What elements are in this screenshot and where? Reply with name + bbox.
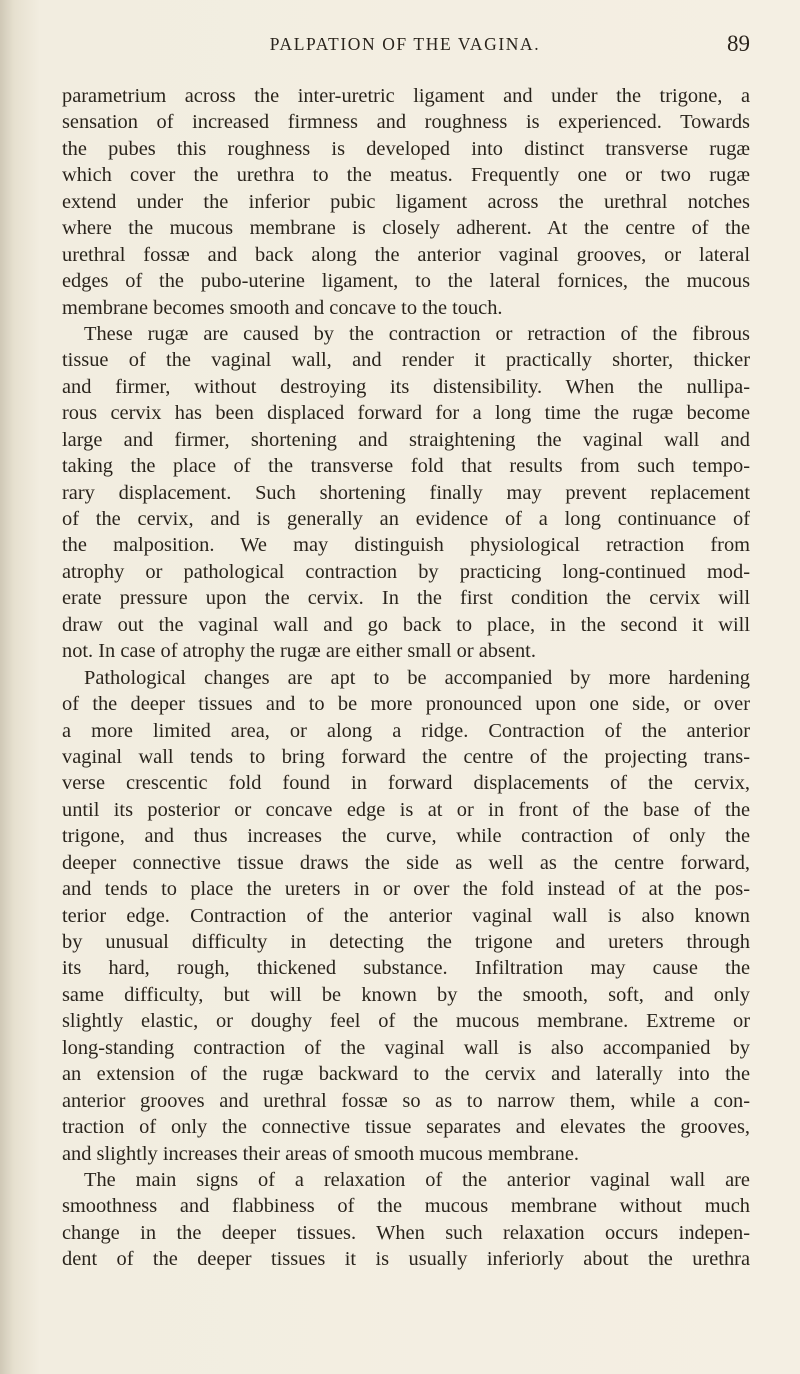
text-line: edges of the pubo-uterine ligament, to the lateral fornices, the mucous <box>62 270 750 293</box>
text-line: terior edge. Contraction of the anterior vaginal wall is also known <box>62 904 750 927</box>
body-text <box>62 83 750 1273</box>
text-line: the malposition. We may distinguish physiological retraction from <box>62 534 750 557</box>
text-line: and slightly increases their areas of smooth mucous membrane. <box>62 1142 579 1165</box>
text-line: rous cervix has been displaced forward for a long time the rugæ become <box>62 402 750 425</box>
running-head: PALPATION OF THE VAGINA. <box>269 34 541 54</box>
text-line: the pubes this roughness is developed into distinct transverse rugæ <box>62 137 750 160</box>
text-line: and firmer, without destroying its distensibility. When the nullipa- <box>62 375 750 398</box>
text-line: parametrium across the inter-uretric ligament and under the trigone, a <box>62 85 750 107</box>
text-line: traction of only the connective tissue separates and elevates the grooves, <box>62 1116 750 1139</box>
text-line: an extension of the rugæ backward to the cervix and laterally into the <box>62 1063 750 1086</box>
text-line: same difficulty, but will be known by the smooth, soft, and only <box>62 983 750 1006</box>
text-line: atrophy or pathological contraction by practicing long-continued mod- <box>62 560 750 583</box>
text-line: long-standing contraction of the vaginal wall is also accompanied by <box>62 1036 750 1059</box>
text-line: vaginal wall tends to bring forward the centre of the projecting trans- <box>62 745 750 768</box>
text-line: These rugæ are caused by the contraction or retraction of the fibrous <box>84 322 750 345</box>
text-line: taking the place of the transverse fold that results from such tempo- <box>62 455 750 478</box>
text-line: where the mucous membrane is closely adherent. At the centre of the <box>62 217 750 240</box>
text-line: large and firmer, shortening and straightening the vaginal wall and <box>62 428 750 451</box>
text-line: which cover the urethra to the meatus. Frequently one or two rugæ <box>62 164 750 187</box>
text-line: erate pressure upon the cervix. In the first condition the cervix will <box>62 587 750 610</box>
text-line: smoothness and flabbiness of the mucous membrane without much <box>62 1195 750 1218</box>
text-line: its hard, rough, thickened substance. Infiltration may cause the <box>62 957 750 980</box>
text-line: sensation of increased firmness and roughness is experienced. Towards <box>62 111 750 134</box>
page-header <box>60 31 750 60</box>
text-line: rary displacement. Such shortening finally may prevent replacement <box>62 481 750 504</box>
text-line: until its posterior or concave edge is at or in front of the base of the <box>62 798 750 821</box>
text-line: extend under the inferior pubic ligament across the urethral notches <box>62 190 750 213</box>
page-number: 89 <box>727 31 750 56</box>
text-line: urethral fossæ and back along the anterior vaginal grooves, or lateral <box>62 243 750 266</box>
text-line: The main signs of a relaxation of the anterior vaginal wall are <box>84 1168 750 1191</box>
text-line: not. In case of atrophy the rugæ are either small or absent. <box>62 640 536 663</box>
text-line: by unusual difficulty in detecting the trigone and ureters through <box>62 931 750 953</box>
text-line: trigone, and thus increases the curve, while contraction of only the <box>62 825 750 848</box>
text-line: tissue of the vaginal wall, and render it practically shorter, thicker <box>62 349 750 372</box>
text-line: a more limited area, or along a ridge. Contraction of the anterior <box>62 719 750 742</box>
text-line: Pathological changes are apt to be accompanied by more hardening <box>84 666 750 689</box>
text-line: membrane becomes smooth and concave to the touch. <box>62 296 503 319</box>
text-line: change in the deeper tissues. When such relaxation occurs indepen- <box>62 1221 750 1244</box>
text-line: verse crescentic fold found in forward displacements of the cervix, <box>62 772 750 795</box>
text-line: deeper connective tissue draws the side as well as the centre forward, <box>62 851 750 874</box>
text-line: of the deeper tissues and to be more pronounced upon one side, or over <box>62 693 750 716</box>
text-line: anterior grooves and urethral fossæ so as to narrow them, while a con- <box>62 1089 750 1112</box>
text-line: draw out the vaginal wall and go back to place, in the second it will <box>62 613 750 636</box>
text-line: of the cervix, and is generally an evidence of a long continuance of <box>62 508 750 530</box>
text-line: and tends to place the ureters in or over the fold instead of at the pos- <box>62 878 750 901</box>
text-line: dent of the deeper tissues it is usually inferiorly about the urethra <box>62 1248 750 1271</box>
text-line: slightly elastic, or doughy feel of the mucous membrane. Extreme or <box>62 1010 750 1033</box>
